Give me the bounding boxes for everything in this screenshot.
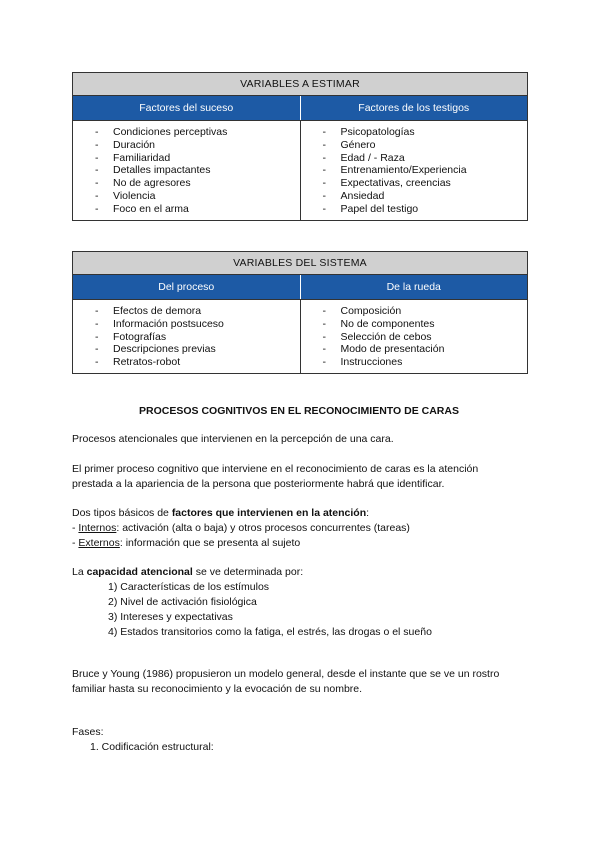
section-heading: PROCESOS COGNITIVOS EN EL RECONOCIMIENTO DE CARAS: [139, 405, 459, 417]
text-line: [72, 565, 432, 580]
list-item: - Efectos de demora: [95, 305, 300, 318]
text-span: : activación (alta o baja) y otros procesos concurrentes (tareas): [116, 522, 410, 534]
list-item: - Duración: [95, 139, 300, 152]
list-item: - Modo de presentación: [323, 343, 528, 356]
text-span: La: [72, 566, 87, 578]
list-item: - Composición: [323, 305, 528, 318]
column-header: Del proceso: [73, 275, 301, 299]
list-item: - Foco en el arma: [95, 203, 300, 216]
list-item: - Papel del testigo: [323, 203, 528, 216]
column-header: De la rueda: [386, 281, 441, 293]
text-span: Dos tipos básicos de: [72, 507, 172, 519]
text-line: [72, 506, 410, 521]
list-item: - Retratos-robot: [95, 356, 300, 369]
paragraph: [72, 565, 432, 640]
text-line: El primer proceso cognitivo que interviene en el reconocimiento de caras es la atención: [72, 463, 479, 475]
dash: -: [72, 537, 79, 549]
list-item: - Familiaridad: [95, 152, 300, 165]
table-title: VARIABLES DEL SISTEMA: [73, 252, 527, 275]
table-variables-a-estimar: [72, 72, 528, 221]
list-item: - Violencia: [95, 190, 300, 203]
list-item: - Fotografías: [95, 331, 300, 344]
underlined-term: Internos: [78, 522, 117, 534]
list-item: - No de componentes: [323, 318, 528, 331]
list-item: 2) Nivel de activación fisiológica: [108, 596, 257, 608]
paragraph: [72, 506, 410, 551]
table-column-2: [301, 300, 528, 373]
paragraph: [72, 462, 478, 492]
table-variables-del-sistema: [72, 251, 528, 374]
bold-text: factores que intervienen en la atención: [171, 507, 367, 519]
list-item: - Expectativas, creencias: [323, 177, 528, 190]
paragraph: [72, 725, 214, 755]
paragraph: [72, 667, 499, 697]
text-line: Fases:: [72, 726, 104, 738]
list-item: - Entrenamiento/Experiencia: [323, 164, 528, 177]
list-item: - Género: [323, 139, 528, 152]
table-title: VARIABLES A ESTIMAR: [73, 73, 527, 96]
table-body: [73, 121, 527, 220]
list-item: 3) Intereses y expectativas: [108, 611, 233, 623]
column-header: Factores de los testigos: [358, 102, 470, 114]
list-item: - No de agresores: [95, 177, 300, 190]
list-item: 1. Codificación estructural:: [90, 741, 214, 753]
text-line: Bruce y Young (1986) propusieron un modelo general, desde el instante que se ve un rostro: [72, 668, 500, 680]
text-line: prestada a la apariencia de la persona que posteriormente habrá que identificar.: [72, 478, 445, 490]
text-span: :: [366, 507, 370, 519]
text-line: [72, 536, 410, 551]
list-item: - Información postsuceso: [95, 318, 300, 331]
underlined-term: Externos: [78, 537, 120, 549]
list-item: - Edad / - Raza: [323, 152, 528, 165]
paragraph: Procesos atencionales que intervienen en la percepción de una cara.: [72, 433, 394, 445]
list-item: - Descripciones previas: [95, 343, 300, 356]
list-item: - Ansiedad: [323, 190, 528, 203]
table-header-row: [73, 96, 527, 121]
table-column-1: [73, 300, 301, 373]
table-header-row: [73, 275, 527, 300]
text-line: familiar hasta su reconocimiento y la evocación de su nombre.: [72, 683, 363, 695]
list-item: - Selección de cebos: [323, 331, 528, 344]
list-item: 4) Estados transitorios como la fatiga, el estrés, las drogas o el sueño: [108, 626, 432, 638]
list-item: 1) Características de los estímulos: [108, 581, 270, 593]
table-column-1: [73, 121, 301, 220]
list-item: - Condiciones perceptivas: [95, 126, 300, 139]
table-column-2: [301, 121, 528, 220]
column-header: Factores del suceso: [73, 96, 301, 120]
table-body: [73, 300, 527, 373]
text-span: se ve determinada por:: [192, 566, 304, 578]
list-item: - Instrucciones: [323, 356, 528, 369]
bold-text: capacidad atencional: [86, 566, 193, 578]
text-line: [72, 521, 410, 536]
list-item: - Detalles impactantes: [95, 164, 300, 177]
list-item: - Psicopatologías: [323, 126, 528, 139]
text-span: : información que se presenta al sujeto: [119, 537, 301, 549]
dash: -: [72, 522, 79, 534]
